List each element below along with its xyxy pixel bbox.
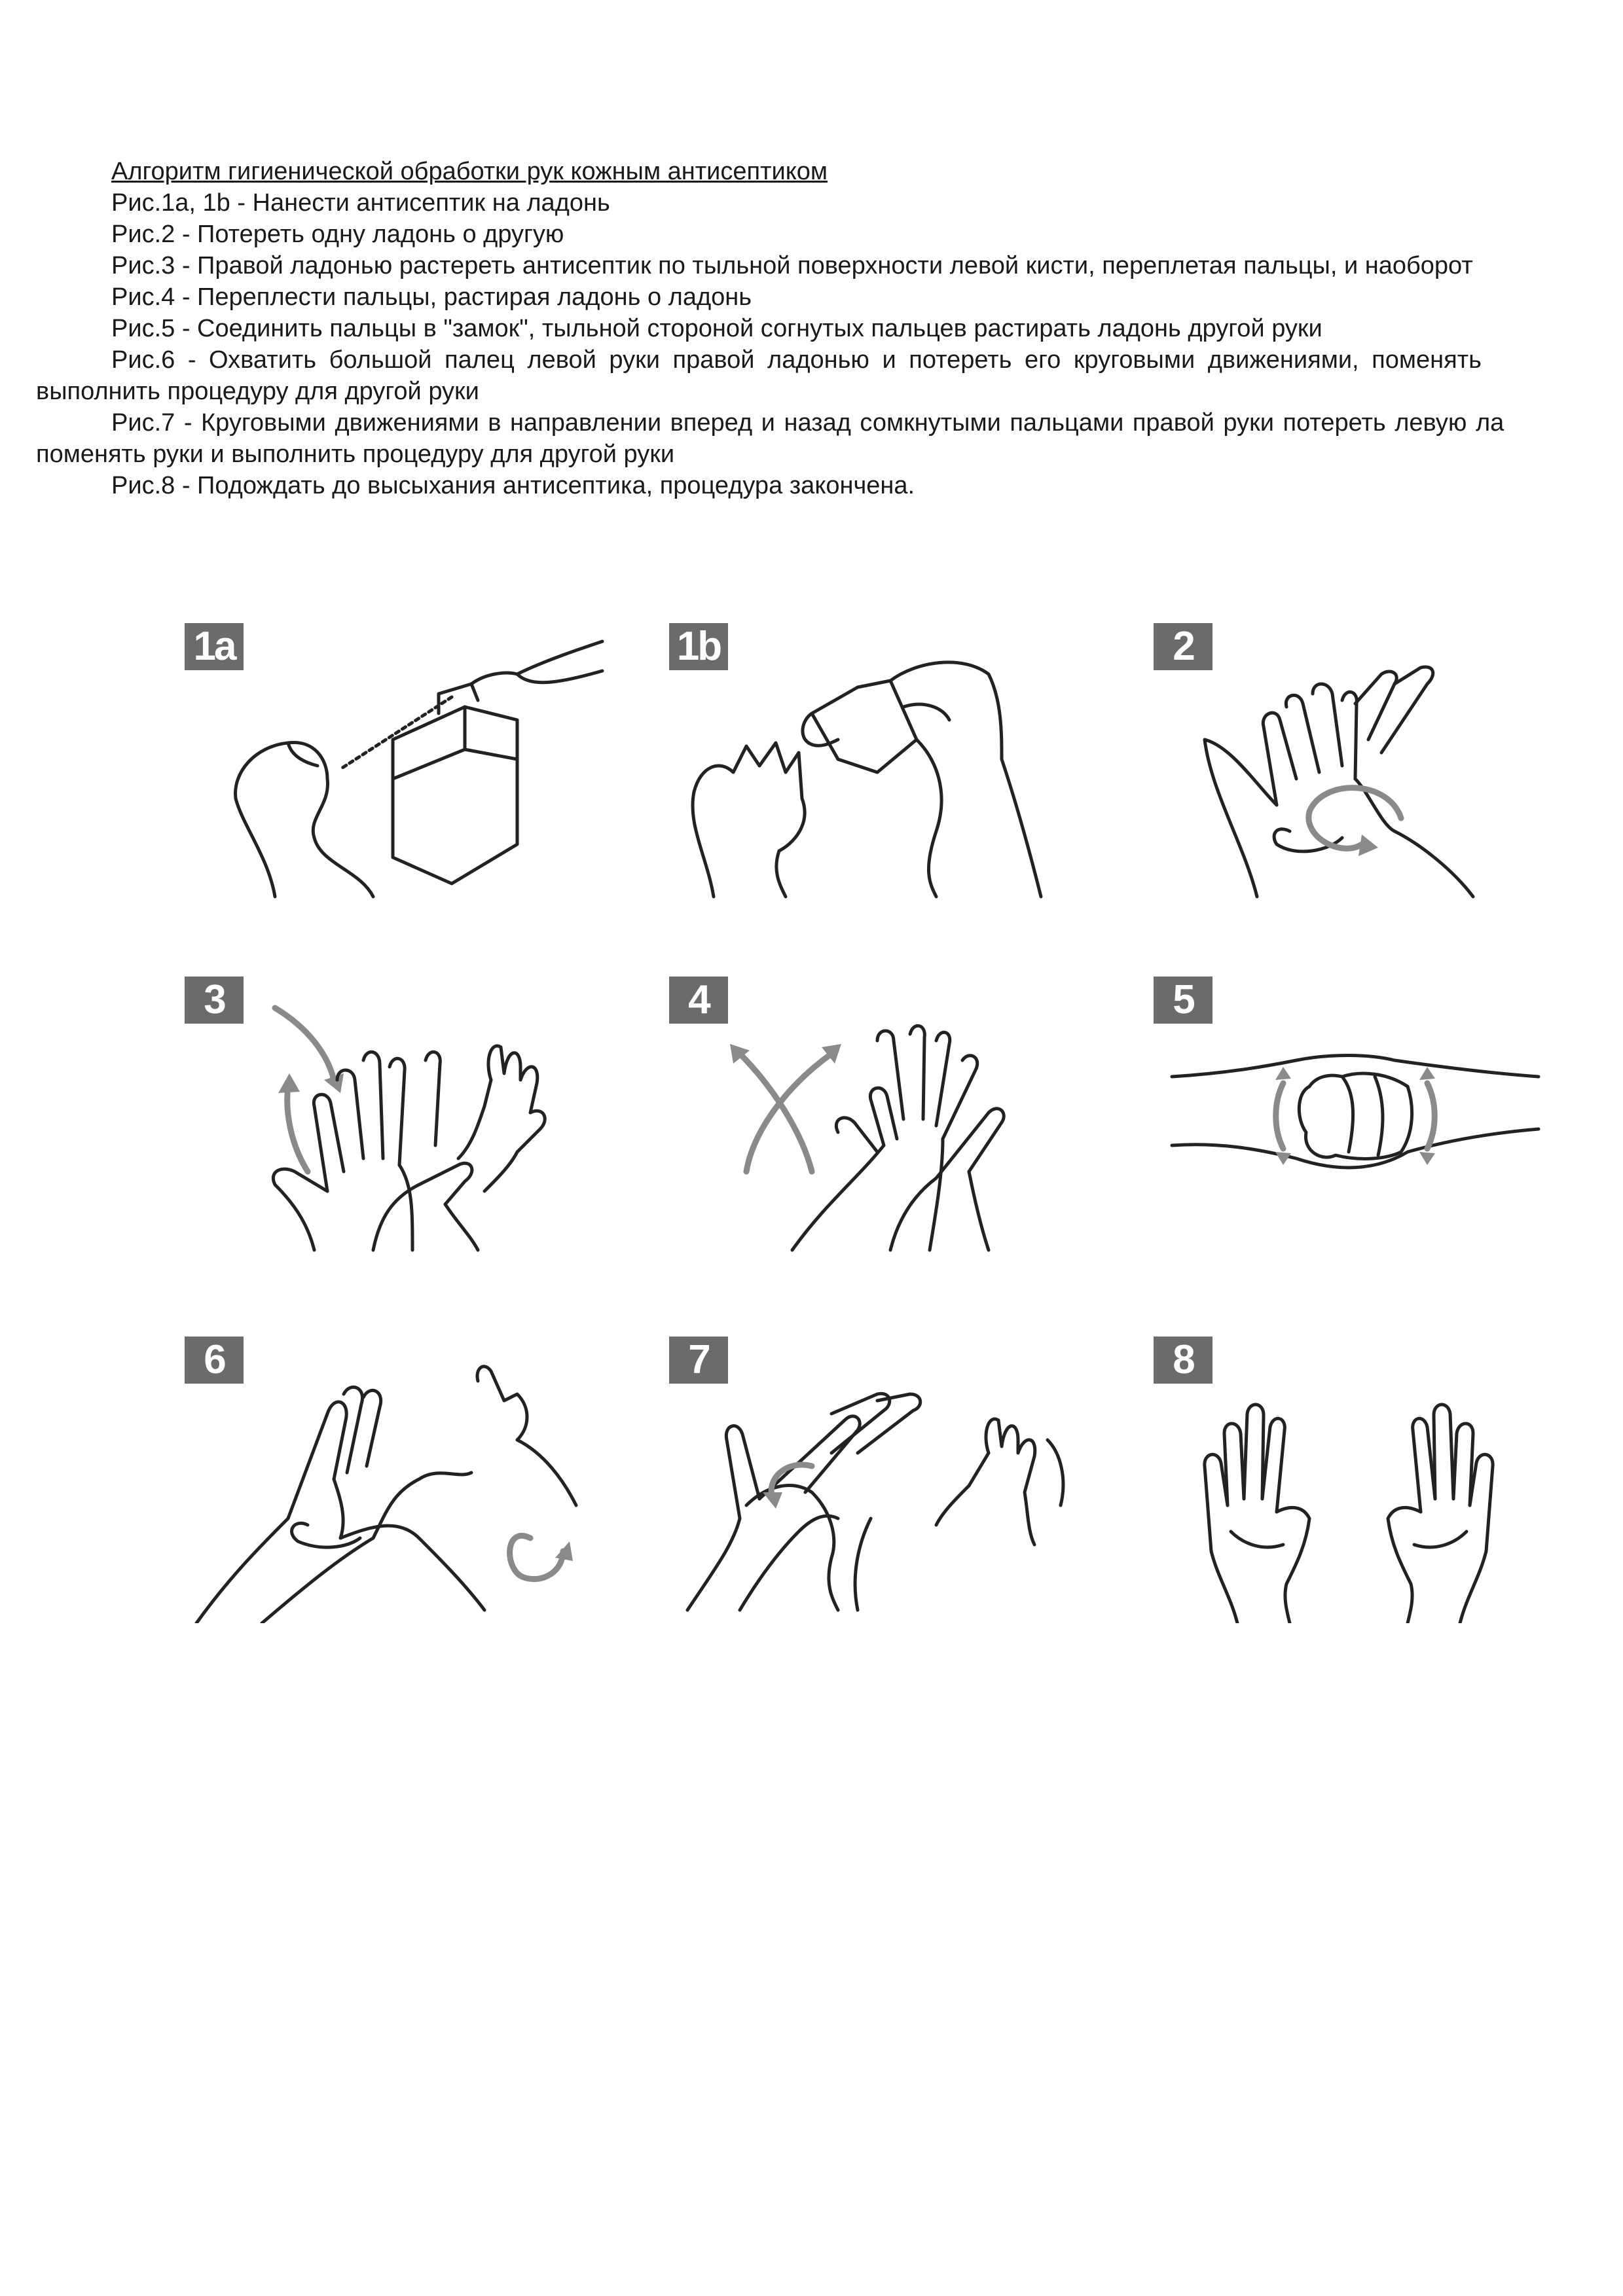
figure-2 [1146, 609, 1578, 936]
figure-label: 1a [185, 623, 244, 670]
figure-label: 7 [669, 1336, 728, 1384]
step-2-text: Рис.2 - Потереть одну ладонь о другую [111, 221, 564, 248]
figure-1a [177, 609, 609, 936]
figure-label: 3 [185, 977, 244, 1024]
drying-hands-illustration [1146, 1322, 1578, 1623]
figure-label: 4 [669, 977, 728, 1024]
step-4-text: Рис.4 - Переплести пальцы, растирая ладонь о ладонь [111, 283, 752, 311]
back-of-hand-rub-illustration [177, 962, 609, 1263]
hand-bottle-illustration [661, 609, 1093, 910]
thumb-rub-illustration [177, 1322, 609, 1623]
document-title: Алгоритм гигиенической обработки рук кожным антисептиком [111, 158, 828, 185]
step-8-text: Рис.8 - Подождать до высыхания антисептика, процедура закончена. [111, 472, 915, 499]
figure-label: 1b [669, 623, 728, 670]
figure-6 [177, 1322, 609, 1649]
figure-1b [661, 609, 1093, 936]
figure-3 [177, 962, 609, 1289]
interlaced-fingers-illustration [661, 962, 1093, 1263]
step-6-text-continued: выполнить процедуру для другой руки [36, 378, 479, 405]
hand-dispenser-illustration [177, 609, 609, 910]
palm-rub-illustration [1146, 609, 1578, 910]
figure-5 [1146, 962, 1578, 1289]
step-6-text: Рис.6 - Охватить большой палец левой руки правой ладонью и потереть его круговыми движениями, поменять [111, 346, 1482, 374]
step-7-text-continued: поменять руки и выполнить процедуру для другой руки [36, 440, 675, 468]
step-5-text: Рис.5 - Соединить пальцы в "замок", тыльной стороной согнутых пальцев растирать ладонь другой руки [111, 315, 1322, 342]
step-3-text: Рис.3 - Правой ладонью растереть антисептик по тыльной поверхности левой кисти, переплетая пальцы, и наоборот [111, 252, 1473, 279]
figure-label: 6 [185, 1336, 244, 1384]
step-1-text: Рис.1а, 1b - Нанести антисептик на ладонь [111, 189, 610, 217]
figure-label: 5 [1154, 977, 1213, 1024]
figures-grid [177, 609, 1552, 1643]
figure-label: 8 [1154, 1336, 1213, 1384]
figure-7 [661, 1322, 1093, 1649]
fingertip-rub-illustration [661, 1322, 1093, 1623]
instructions-text [36, 156, 1623, 501]
finger-lock-illustration [1146, 962, 1578, 1263]
figure-8 [1146, 1322, 1578, 1649]
step-7-text: Рис.7 - Круговыми движениями в направлении вперед и назад сомкнутыми пальцами правой руки потереть левую ла [111, 409, 1504, 437]
figure-label: 2 [1154, 623, 1213, 670]
figure-4 [661, 962, 1093, 1289]
